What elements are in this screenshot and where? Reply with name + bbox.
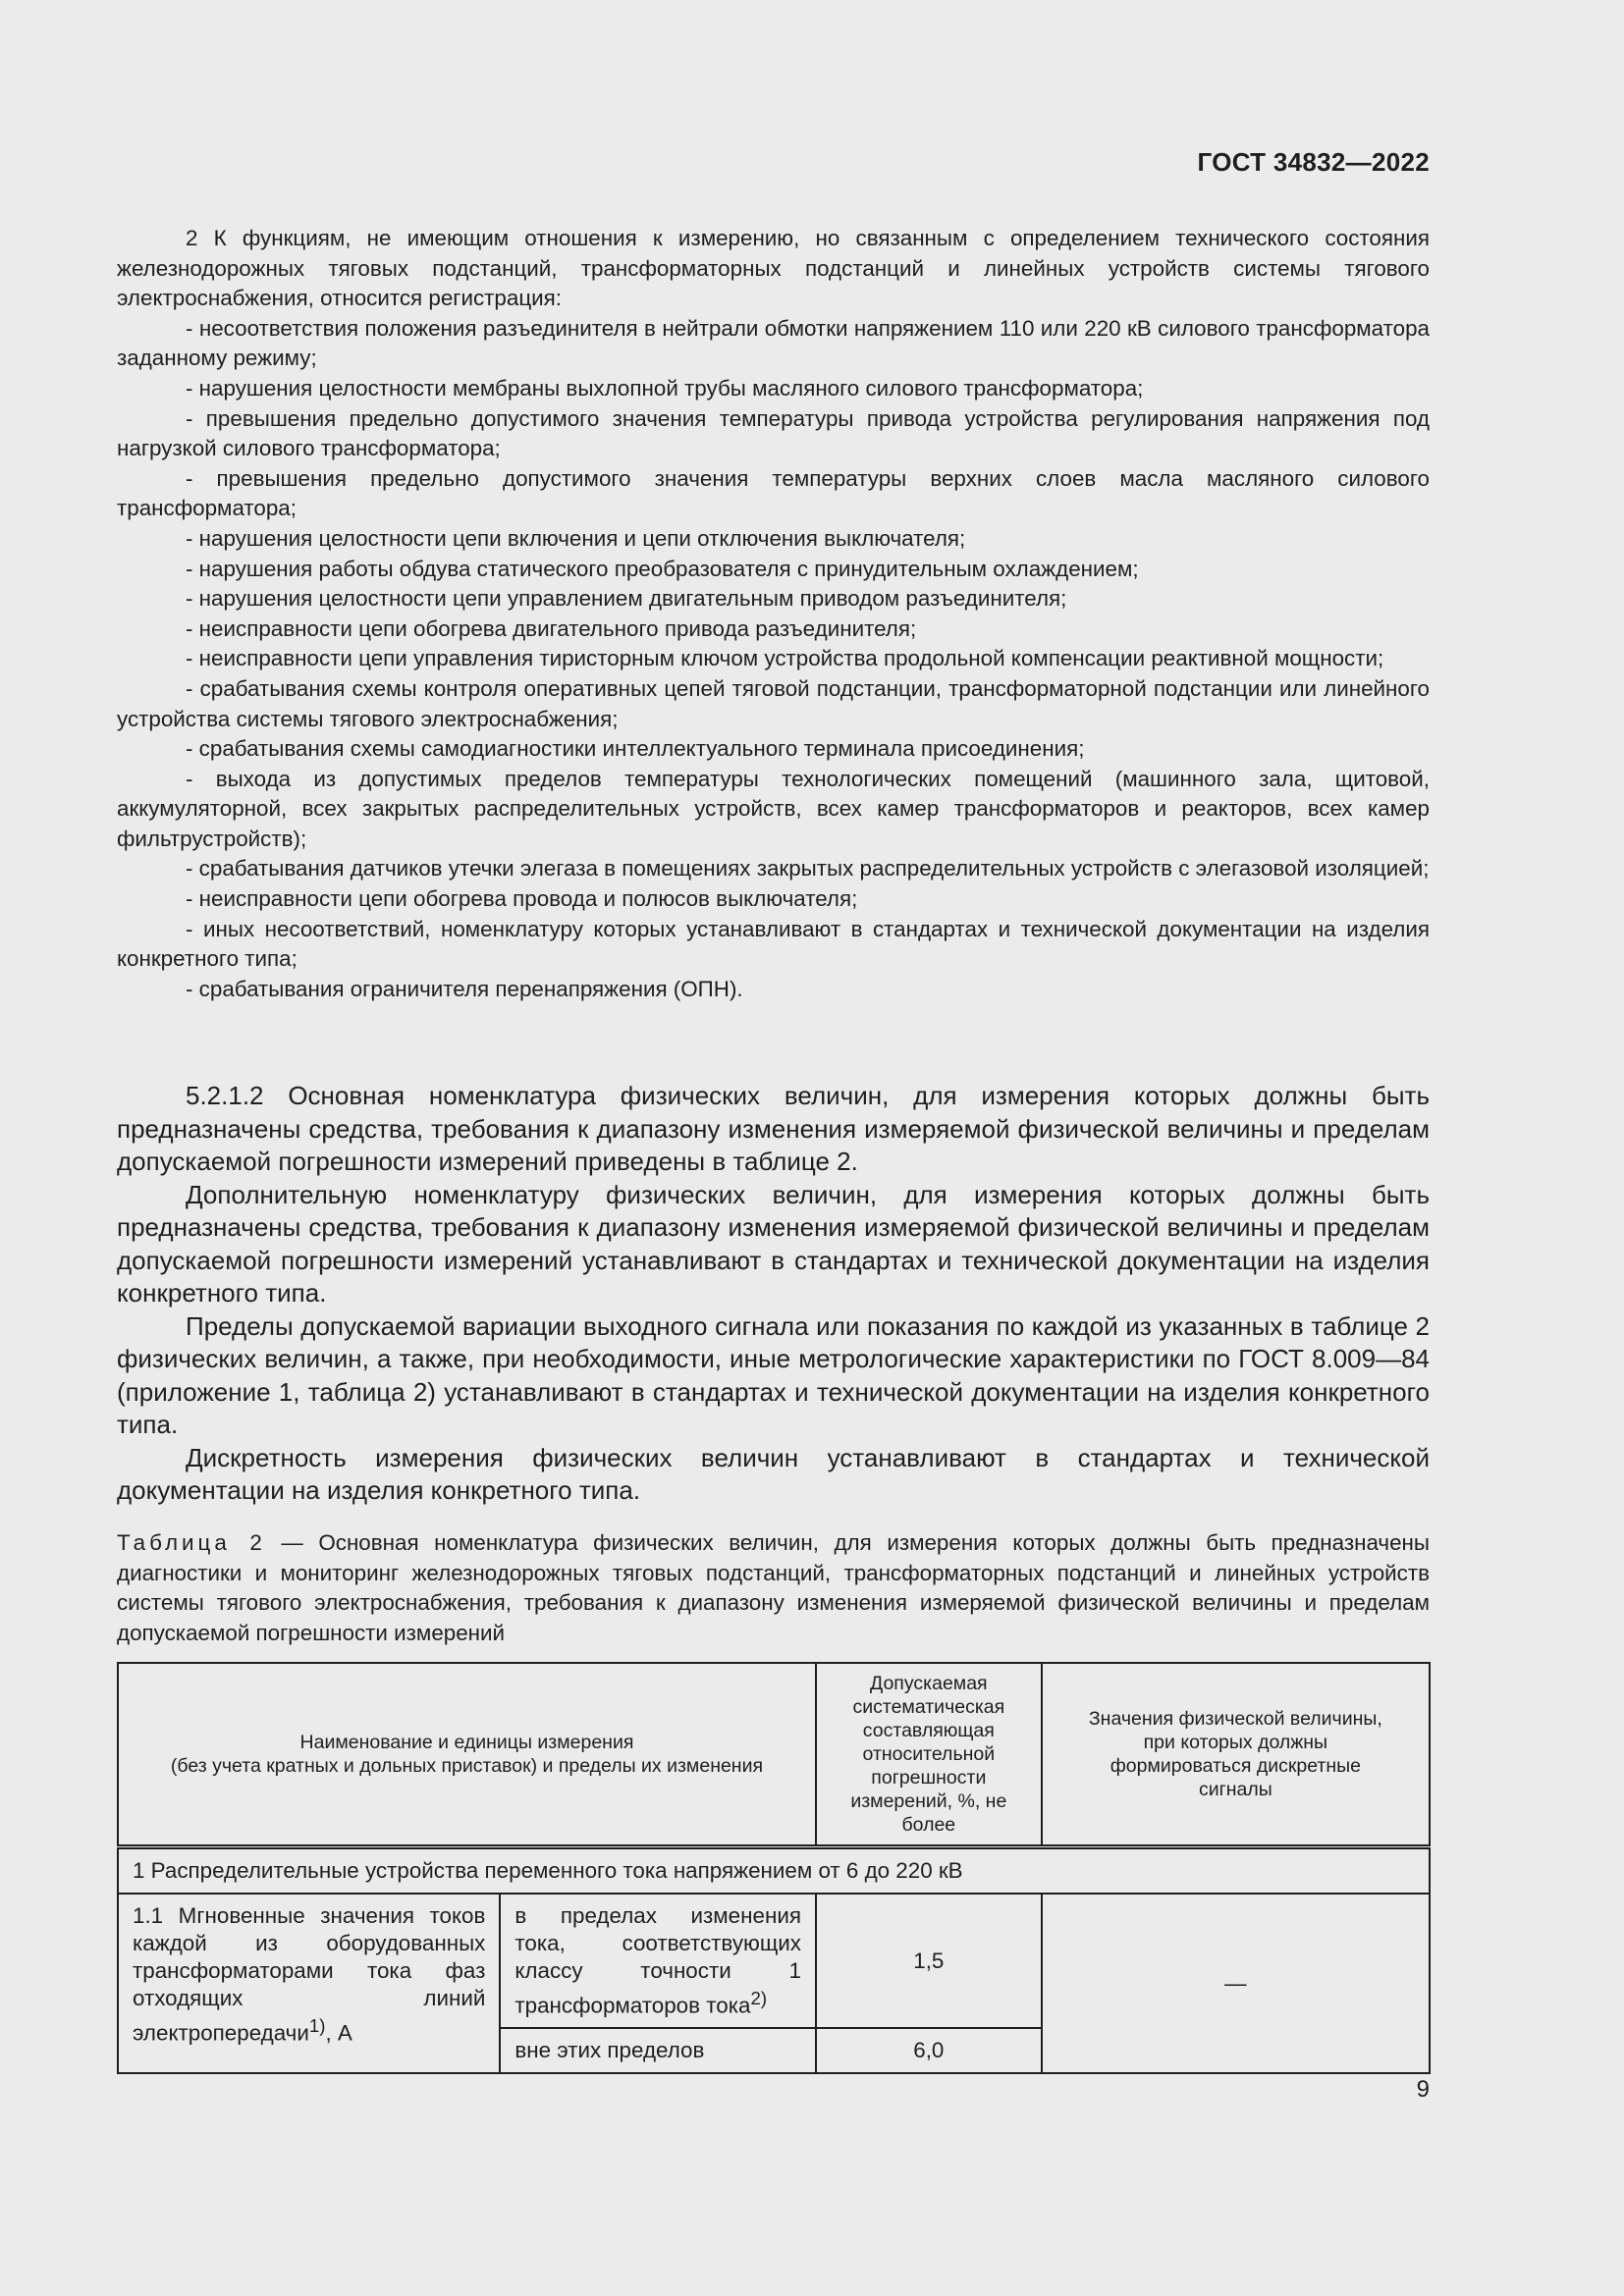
note-item: - неисправности цепи обогрева двигательного привода разъединителя; xyxy=(186,615,917,641)
table-caption xyxy=(117,1528,1430,1648)
quantity-cell xyxy=(118,1894,500,2073)
note-item: - нарушения целостности цепи управлением двигательным приводом разъединителя; xyxy=(186,586,1067,612)
table-section-row xyxy=(118,1847,1430,1895)
note-item: - срабатывания схемы контроля оперативных цепей тяговой подстанции, трансформаторной подстанции или линейного устройства системы тягового электроснабжения; xyxy=(117,675,1430,731)
note-item: - срабатывания датчиков утечки элегаза в помещениях закрытых распределительных устройств с элегазовой изоляцией; xyxy=(186,856,1430,881)
note-item: - срабатывания ограничителя перенапряжения (ОПН). xyxy=(186,976,743,1001)
table-2 xyxy=(117,1662,1431,2074)
note-item: - иных несоответствий, номенклатуру которых устанавливают в стандартах и технической документации на изделия конкретного типа; xyxy=(117,916,1430,972)
range-cell xyxy=(500,1894,816,2028)
note-item: - превышения предельно допустимого значения температуры привода устройства регулирования напряжения под нагрузкой силового трансформатора; xyxy=(117,405,1430,461)
body-paragraph: 5.2.1.2 Основная номенклатура физических величин, для измерения которых должны быть предназначены средства, требования к диапазону изменения измеряемой физической величины и пределам допускаемой погрешности измерений приведены в таблице 2. xyxy=(117,1081,1430,1176)
footnote-ref: 1) xyxy=(308,2015,326,2036)
note-item: - нарушения работы обдува статического преобразователя с принудительным охлаждением; xyxy=(186,556,1139,581)
note-item: - превышения предельно допустимого значения температуры верхних слоев масла масляного силового трансформатора; xyxy=(117,465,1430,521)
header-name-line2: (без учета кратных и дольных приставок) и пределы их изменения xyxy=(170,1755,764,1777)
quantity-unit: , А xyxy=(325,2020,352,2046)
section-cell: 1 Распределительные устройства переменного тока напряжением от 6 до 220 кВ xyxy=(118,1847,1430,1895)
table-caption-label: Таблица 2 xyxy=(117,1530,266,1555)
range-cell: вне этих пределов xyxy=(500,2028,816,2073)
note-item: - нарушения целостности мембраны выхлопной трубы масляного силового трансформатора; xyxy=(186,375,1144,400)
header-error-cell: Допускаемая систематическая составляющая относительной погрешности измерений, %, не более xyxy=(816,1663,1042,1847)
note-item: - выхода из допустимых пределов температуры технологических помещений (машинного зала, щитовой, аккумуляторной, всех закрытых распределительных устройств, всех камер трансформаторов и реакторов, всех камер фильтрустройств); xyxy=(117,766,1430,851)
footnote-ref: 2) xyxy=(750,1988,768,2008)
table-caption-text: — Основная номенклатура физических величин, для измерения которых должны быть предназначены диагностики и мониторинг железнодорожных тяговых подстанций, трансформаторных подстанций и линейных устройств системы тягового электроснабжения, требования к диапазону изменения измеряемой физической величины и пределам допускаемой погрешности измерений xyxy=(117,1530,1430,1645)
note-item: - несоответствия положения разъединителя в нейтрали обмотки напряжением 110 или 220 кВ силового трансформатора заданному режиму; xyxy=(117,315,1430,371)
section-5-2-1-2 xyxy=(117,1080,1430,1508)
body-paragraph: Пределы допускаемой вариации выходного сигнала или показания по каждой из указанных в таблице 2 физических величин, а также, при необходимости, иные метрологические характеристики по ГОСТ 8.009—84 (приложение 1, таблица 2) устанавливают в стандартах и технической документации на изделия конкретного типа. xyxy=(117,1310,1430,1439)
discrete-value-cell: — xyxy=(1042,1894,1430,2073)
range-text: в пределах изменения тока, соответствующих классу точности 1 трансформаторов тока xyxy=(514,1903,801,2018)
body-paragraph: Дискретность измерения физических величин устанавливают в стандартах и технической документации на изделия конкретного типа. xyxy=(117,1442,1430,1505)
header-name-line1: Наименование и единицы измерения xyxy=(299,1732,634,1753)
note-item: - нарушения целостности цепи включения и цепи отключения выключателя; xyxy=(186,525,966,551)
note-item: - срабатывания схемы самодиагностики интеллектуального терминала присоединения; xyxy=(186,736,1085,762)
page-number: 9 xyxy=(1416,2076,1430,2103)
quantity-text: 1.1 Мгновенные значения токов каждой из оборудованных трансформаторами тока фаз отходящих линий электропередачи xyxy=(133,1903,486,2046)
table-row xyxy=(118,1894,1430,2028)
note-item: - неисправности цепи обогрева провода и полюсов выключателя; xyxy=(186,886,858,912)
error-value-cell: 1,5 xyxy=(816,1894,1042,2028)
body-paragraph: Дополнительную номенклатуру физических величин, для измерения которых должны быть предназначены средства, требования к диапазону изменения измеряемой физической величины и пределам допускаемой погрешности измерений устанавливают в стандартах и технической документации на изделия конкретного типа. xyxy=(117,1179,1430,1308)
header-name-cell xyxy=(118,1663,816,1847)
note-item: - неисправности цепи управления тиристорным ключом устройства продольной компенсации реактивной мощности; xyxy=(186,646,1384,671)
header-discrete-cell: Значения физической величины, при которых должны формироваться дискретные сигналы xyxy=(1042,1663,1430,1847)
table-header-row xyxy=(118,1663,1430,1847)
note-2 xyxy=(117,224,1430,1004)
document-header: ГОСТ 34832—2022 xyxy=(1197,147,1430,177)
error-value-cell: 6,0 xyxy=(816,2028,1042,2073)
note-intro: 2 К функциям, не имеющим отношения к измерению, но связанным с определением технического состояния железнодорожных тяговых подстанций, трансформаторных подстанций и линейных устройств системы тягового электроснабжения, относится регистрация: xyxy=(117,226,1430,311)
